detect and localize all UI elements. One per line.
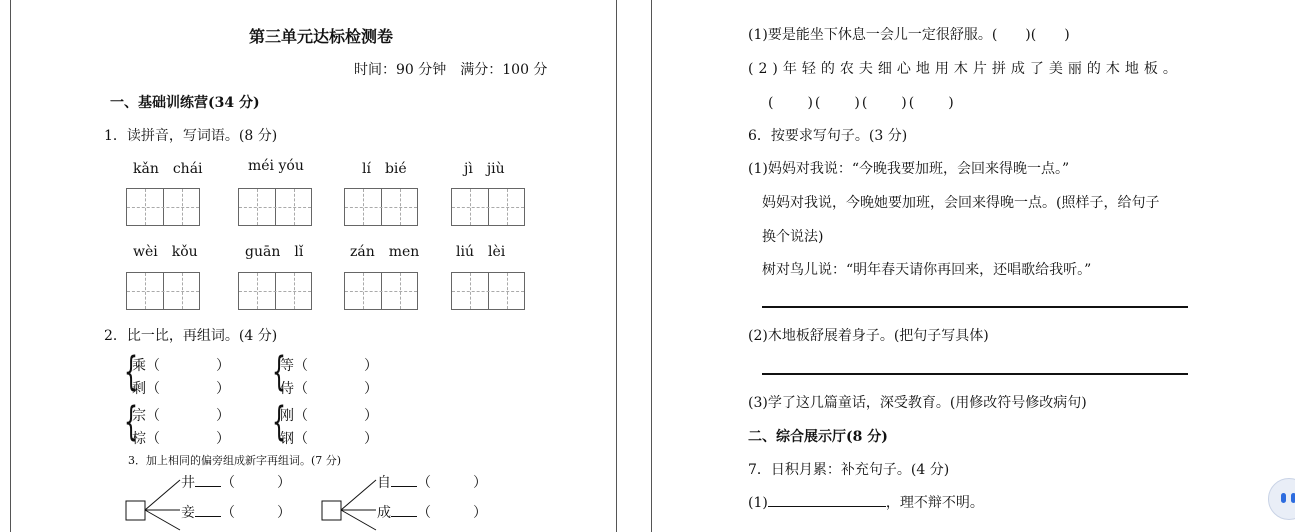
q6-item-3: (3)学了这几篇童话，深受教育。(用修改符号修改病句) — [748, 395, 1087, 411]
pinyin-label: zán men — [350, 244, 420, 260]
assistant-icon[interactable] — [1268, 478, 1295, 520]
compare-item: 乘（ ） — [132, 358, 230, 374]
pinyin-label: wèi kǒu — [133, 244, 198, 260]
writing-grid[interactable] — [126, 188, 200, 226]
compare-item: 棕（ ） — [132, 431, 230, 447]
brace: { — [124, 349, 138, 395]
writing-grid[interactable] — [344, 272, 418, 310]
compare-item: 剩（ ） — [132, 381, 230, 397]
question-2: 2．比一比，再组词。(4 分) — [104, 328, 278, 344]
radical-item: 妾 （ ） — [181, 505, 291, 521]
page-divider-right — [651, 0, 652, 532]
question-1: 1．读拼音，写词语。(8 分) — [104, 128, 278, 144]
compare-item: 宗（ ） — [132, 408, 230, 424]
pinyin-label: lí bié — [362, 161, 407, 177]
radical-item: 井 （ ） — [181, 475, 291, 491]
fill-blank[interactable] — [768, 506, 886, 507]
writing-grid[interactable] — [451, 188, 525, 226]
q6-item-1-instruction: 换个说法) — [762, 229, 824, 245]
sentence-1: (1)要是能坐下休息一会儿一定很舒服。( )( ) — [748, 27, 1070, 43]
compare-item: 钢（ ） — [280, 431, 378, 447]
q6-item-1-prompt: 树对鸟儿说：“明年春天请你再回来，还唱歌给我听。” — [762, 262, 1092, 278]
compare-item: 等（ ） — [280, 358, 378, 374]
pinyin-label: guān lǐ — [245, 244, 304, 260]
time-info: 时间：90 分钟 满分：100 分 — [354, 62, 548, 78]
question-6: 6．按要求写句子。(3 分) — [748, 128, 908, 144]
writing-grid[interactable] — [344, 188, 418, 226]
q6-item-1-example: 妈妈对我说，今晚她要加班，会回来得晚一点。(照样子，给句子 — [762, 195, 1160, 211]
exam-title: 第三单元达标检测卷 — [249, 27, 394, 46]
brace: { — [272, 399, 286, 445]
sentence-2-parens: ( )( )( )( ) — [768, 95, 956, 111]
compare-item: 刚（ ） — [280, 408, 378, 424]
brace: { — [272, 349, 286, 395]
radical-item: 成 （ ） — [377, 505, 487, 521]
question-7: 7．日积月累：补充句子。(4 分) — [748, 462, 950, 478]
writing-grid[interactable] — [126, 272, 200, 310]
writing-grid[interactable] — [238, 272, 312, 310]
radical-item: 自 （ ） — [377, 475, 487, 491]
writing-grid[interactable] — [451, 272, 525, 310]
pinyin-label: kǎn chái — [133, 161, 203, 177]
brace: { — [124, 399, 138, 445]
writing-grid[interactable] — [238, 188, 312, 226]
answer-line[interactable] — [762, 306, 1188, 308]
q6-item-2: (2)木地板舒展着身子。(把句子写具体) — [748, 328, 989, 344]
compare-item: 侍（ ） — [280, 381, 378, 397]
left-page-border — [10, 0, 11, 532]
section-2-heading: 二、综合展示厅(8 分) — [748, 429, 888, 445]
pinyin-label: liú lèi — [456, 244, 506, 260]
answer-line[interactable] — [762, 373, 1188, 375]
question-3: 3．加上相同的偏旁组成新字再组词。(7 分) — [128, 454, 342, 467]
page-divider-left — [616, 0, 617, 532]
q7-item-1: (1) ，理不辩不明。 — [748, 495, 984, 511]
section-1-heading: 一、基础训练营(34 分) — [110, 95, 260, 111]
q6-item-1: (1)妈妈对我说：“今晚我要加班，会回来得晚一点。” — [748, 161, 1070, 177]
pinyin-label: méi yóu — [248, 158, 304, 174]
pinyin-label: jì jiù — [464, 161, 505, 177]
sentence-2: (2)年轻的农夫细心地用木片拼成了美丽的木地板。 — [748, 61, 1182, 77]
